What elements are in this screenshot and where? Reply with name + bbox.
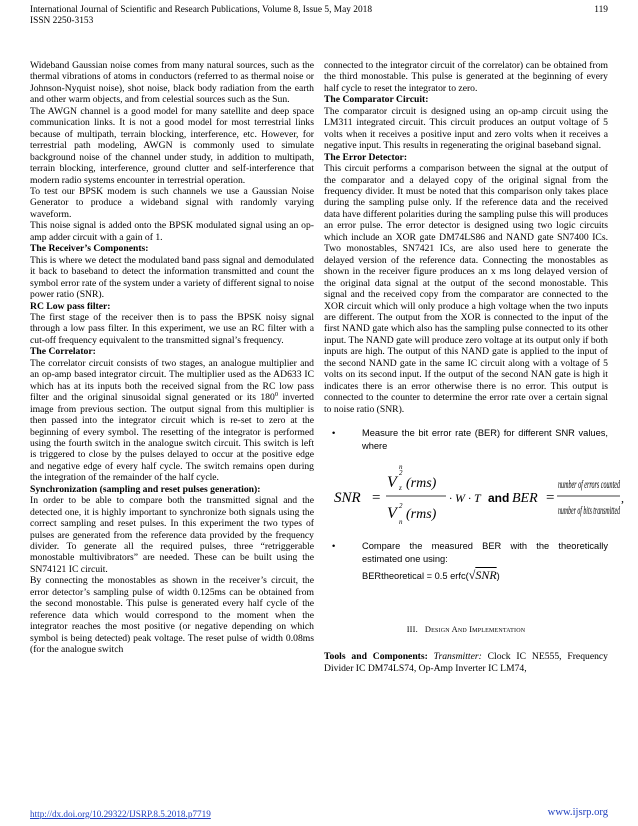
tools-label: Tools and Components: bbox=[324, 651, 428, 663]
paragraph: connected to the integrator circuit of the correlator) can be obtained from the third monostable. This pulse is generated at the beginning of every half cycle to reset the integrator to zero. bbox=[324, 60, 608, 94]
formula-equals: = bbox=[372, 489, 381, 506]
ber-theoretical-formula bbox=[324, 567, 608, 584]
doi-link[interactable]: http://dx.doi.org/10.29322/IJSRP.8.5.2018.p7719 bbox=[30, 809, 211, 819]
paragraph: This noise signal is added onto the BPSK modulated signal using an op-amp adder circuit with a gain of 1. bbox=[30, 220, 314, 243]
formula-den-sub: n bbox=[399, 517, 403, 526]
page-number: 119 bbox=[594, 5, 608, 15]
section-heading bbox=[324, 624, 608, 635]
paragraph: This circuit performs a comparison between the signal at the output of the comparator and a delayed copy of the original signal from the frequency divider. It must be noted that this comparison only takes place during the sampling pulse only. If the reference data and the received data have different polarities during the sampling pulse this will produces an error pulse. The error detector is designed using two logic circuits which include an XOR gate DM74LS86 and NAND gate SN7400 ICs. Two monostables, SN7421 ICs, are also used here to generate the delayed version of the reference data. Connecting the monostables as shown in the receiver figure produces an x ms long delayed version of the original data signal at the output of the second monostable. This signal and the received copy from the comparator are connected to the XOR circuit which will only produce a high voltage when the two inputs are different. The output from the XOR is connected to the input of the first NAND gate which also has the sampling pulse connected to its other input. The NAND gate will produce zero voltage at its output only if both inputs are high. The output of this NAND gate is applied to the input of the second NAND gate in the same IC circuit along with a voltage of 5 volts on its second input. If the output of the second NAN gate is high it indicates there is an error otherwise there is no error. This output is connected to the counter to determine the error rate over a certain signal to noise ratio (SNR). bbox=[324, 163, 608, 415]
formula-den-sup: 2 bbox=[399, 501, 403, 510]
formula-num-sub: z bbox=[399, 483, 402, 492]
correlator-text-a: The correlator circuit consists of two stages, an analogue multiplier and an op-amp based integrator circuit. The multiplier used as the AD633 IC which has at its inputs both the received signal from the RC low pass filter and the original sinusoidal signal generated or its 180 bbox=[30, 357, 314, 404]
tools-text: Clock IC NE555, Frequency Divider IC DM74LS74, Op-Amp Inverter IC LM74, bbox=[324, 651, 608, 674]
paragraph: Wideband Gaussian noise comes from many natural sources, such as the thermal vibrations of atoms in conductors (referred to as thermal noise or Johnson-Nyquist noise), shot noise, black body radiation from the earth and other warm objects, and from celestial sources such as the Sun. bbox=[30, 60, 314, 106]
formula-num-sup-n: n bbox=[399, 462, 403, 471]
correlator-text-b: inverted image from previous section. The output signal from this multiplier is then passed into the integrator circuit which is re-set to zero at the beginning of every symbol. The resetting of the integrator is performed using the fourth switch in the analogue switch circuit. This switch is left is triggered to close by the pulses delayed to occur at the positive edge and negative edge of every half cycle. The switch remains open during the integration of the remainder of the half cycle. bbox=[30, 392, 314, 484]
snr-ber-formula bbox=[324, 458, 624, 536]
left-column bbox=[30, 60, 314, 656]
formula-den-rms: (rms) bbox=[406, 506, 437, 522]
page-header bbox=[30, 5, 608, 28]
ber-theoretical-sqrt: SNR bbox=[475, 567, 497, 582]
formula-and: and bbox=[488, 490, 510, 505]
paragraph: To test our BPSK modem is such channels we use a Gaussian Noise Generator to produce a wideband signal with randomly varying waveform. bbox=[30, 185, 314, 220]
bullet-item bbox=[324, 427, 608, 454]
formula-ber-numerator: number of errors counted bbox=[558, 478, 621, 491]
heading-synchronization: Synchronization (sampling and reset pulses generation): bbox=[30, 483, 261, 495]
section-title: Design And Implementation bbox=[424, 624, 526, 634]
bullet-text: Measure the bit error rate (BER) for different SNR values, where bbox=[362, 428, 608, 452]
formula-denominator-v: V bbox=[387, 504, 397, 522]
journal-title: International Journal of Scientific and Research Publications, Volume 8, Issue 5, May 2018 bbox=[30, 5, 373, 15]
bullet-text: Compare the measured BER with the theoretically estimated one using: bbox=[362, 540, 608, 565]
formula-comma: , bbox=[621, 490, 624, 505]
bullet-dot-icon: • bbox=[332, 428, 336, 439]
right-column bbox=[324, 60, 624, 674]
formula-numerator-v: V bbox=[387, 473, 397, 491]
paragraph bbox=[324, 651, 608, 674]
paragraph: The first stage of the receiver then is to pass the BPSK noisy signal through a low pass filter. In this experiment, we use an RC filter with a cut-off frequency equivalent to the transmitted signal’s frequency. bbox=[30, 311, 314, 346]
section-number: III. bbox=[406, 624, 418, 634]
heading-correlator: The Correlator: bbox=[30, 346, 96, 358]
paragraph: The AWGN channel is a good model for many satellite and deep space communication links. It is not a good model for most terrestrial links because of multipath, terrain blocking, interference, etc. However, for terrestrial path modeling, AWGN is commonly used to simulate background noise of the channel under study, in addition to multipath, terrain blocking, interference, ground clutter and self-interference that modern radio systems encounter in terrestrial operation. bbox=[30, 105, 314, 186]
heading-comparator: The Comparator Circuit: bbox=[324, 94, 429, 106]
heading-receiver-components: The Receiver’s Components: bbox=[30, 243, 149, 255]
formula-ber-equals: = bbox=[546, 489, 555, 506]
formula-snr: SNR bbox=[334, 489, 361, 506]
formula-ber: BER bbox=[512, 490, 538, 506]
bullet-item bbox=[324, 540, 608, 567]
formula-num-sup: 2 bbox=[399, 468, 403, 477]
formula-num-rms: (rms) bbox=[406, 475, 437, 491]
paragraph: By connecting the monostables as shown in the receiver’s circuit, the error detector’s sampling pulse of width 0.125ms can be obtained from the second monostable. This pulse is generated every half cycle of the reference data which would correspond to the moment when the integrator reaches the most positive (or negative depending on which symbol is being detected) peak voltage. The reset pulse of width 0.08ms (for the analogue switch bbox=[30, 575, 314, 656]
heading-error-detector: The Error Detector: bbox=[324, 151, 408, 163]
sqrt-icon: √ bbox=[468, 567, 476, 582]
website-link[interactable]: www.ijsrp.org bbox=[547, 807, 608, 818]
degree-superscript: 0 bbox=[274, 390, 279, 398]
paragraph: This is where we detect the modulated band pass signal and demodulated it back to baseband to detect the information transmitted and count the symbol error rate of the system under a variety of different signal to noise power ratio (SNR). bbox=[30, 254, 314, 301]
formula-times-w-t: · W · T bbox=[449, 490, 481, 505]
ber-theoretical-suffix: ) bbox=[496, 570, 500, 581]
paragraph: The comparator circuit is designed using an op-amp circuit using the LM311 integrated circuit. This circuit produces an output voltage of 5 volts when it receives a positive input and zero volts when it receives a negative input. This results in regenerating the original baseband signal. bbox=[324, 105, 608, 152]
bullet-dot-icon: • bbox=[332, 540, 336, 551]
issn: ISSN 2250-3153 bbox=[30, 16, 94, 27]
heading-rc-low-pass-filter: RC Low pass filter: bbox=[30, 300, 111, 312]
ber-theoretical-prefix: BERtheoretical = 0.5 erfc( bbox=[362, 570, 469, 581]
paragraph: In order to be able to compare both the transmitted signal and the detected one, it is highly important to synchronize both signals using the correct sampling and reset pulses. In this experiment the two types of pulses are generated from the reference data provided by the frequency divider. To generate all the required pulses, three “retriggerable monostable multivibrators” are needed. These can be built using the SN74121 IC circuit. bbox=[30, 495, 314, 575]
tools-transmitter: Transmitter: bbox=[433, 651, 482, 663]
paragraph bbox=[30, 358, 314, 484]
formula-ber-denominator: number of bits transmitted bbox=[558, 504, 621, 517]
